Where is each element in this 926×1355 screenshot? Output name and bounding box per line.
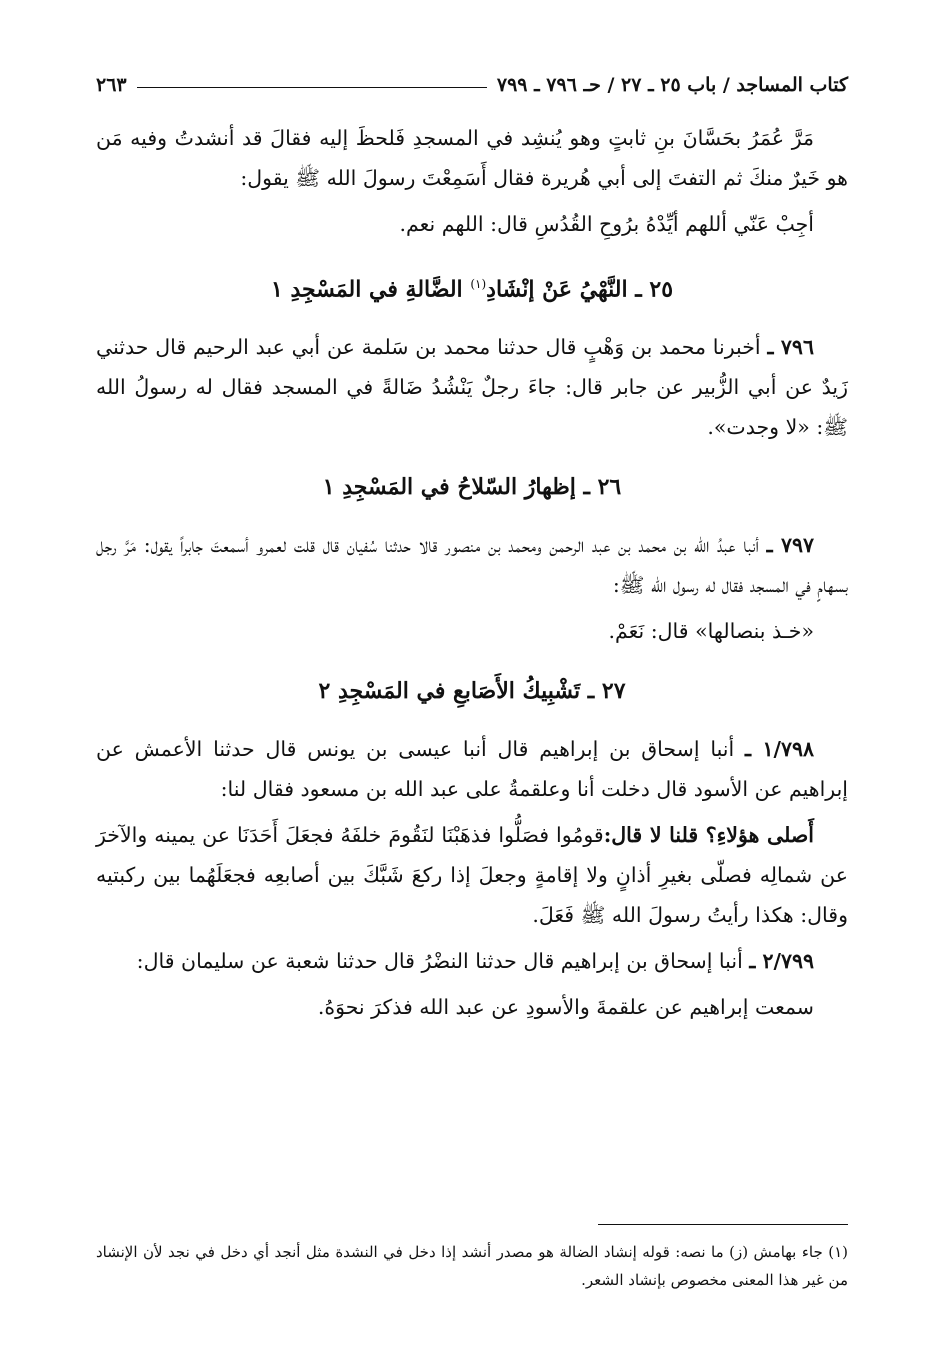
chapter-heading-25-text: ٢٥ ـ النَّهْيُ عَنْ إنْشَادِ (486, 276, 674, 303)
hadith-797-quote: «خـذ بنصالها» قال: نَعَمْ. (608, 619, 814, 644)
page-body (96, 118, 848, 1027)
footnotes (96, 1238, 848, 1294)
page-number: ٢٦٣ (96, 74, 127, 96)
hadith-798 (96, 729, 848, 809)
footnote-ref: (١) (470, 277, 487, 291)
hadith-quote-lead: أَصلى هؤلاءِ؟ قلنا لا قال: (603, 823, 814, 848)
hadith-quote-text: قومُوا فصَلُّوا فذهَبْنَا لنَقُومَ خلفَهُ فجعَلَ أَحَدَنَا عن يمينه والآخرَ عن شمالِه فصلّى بغيرِ أذانٍ ولا إقامةٍ وجعلَ إذا ركعَ شَبَّكَ بين أصابعِه فجعَلَهُما بين ركبتيه وقال: هكذا رأيتُ رسولَ الله ﷺ فَعَلَ. (96, 823, 848, 928)
hadith-text: أخبرنا محمد بن وَهْبٍ قال حدثنا محمد بن سَلمة عن أبي عبد الرحيم قال حدثني زَيدٌ عن أبي الزُّبير عن جابر قال: جاءَ رجلٌ يَنْشُدُ ضَالةً في المسجد فقال له رسولُ الله ﷺ: «لا وجدت». (96, 335, 848, 440)
hadith-796 (96, 327, 848, 447)
chapter-heading-27: ٢٧ ـ تَشْبِيكُ الأَصَابعِ في المَسْجِدِ ٢ (318, 678, 626, 705)
header-rule (137, 87, 487, 88)
running-header (96, 60, 848, 96)
hadith-number: ٧٩٦ ـ (767, 335, 814, 360)
header-title: كتاب المساجد / باب ٢٥ ـ ٢٧ / حـ ٧٩٦ ـ ٧٩٩ (496, 74, 848, 96)
footnote-1 (96, 1238, 848, 1294)
hadith-799 (96, 941, 848, 981)
hadith-number: ٧٩٧ ـ (766, 533, 814, 558)
footnote-number: (١) (828, 1243, 848, 1261)
hadith-text: أنبا عبدُ الله بن محمد بن عبد الرحمن ومحمد بن منصور قالا حدثنا سُفيان قال قلت لعمرو أسمعتَ جابراً يقول: مَرَّ رجل بسهامٍ في المسجد فقال له رسول الله ﷺ: (96, 533, 848, 598)
hadith-797 (96, 525, 848, 605)
chapter-heading-25-rest: الضَّالةِ في المَسْجِدِ ١ (270, 276, 463, 303)
footnote-separator (598, 1224, 848, 1225)
footnote-text: جاء بهامش (ز) ما نصه: قوله إنشاد الضالة هو مصدر أنشد إذا دخل في النشدة مثل أنجد أي دخل في نجد لأن الإنشاد من غير هذا المعنى مخصوص بإنشاد الشعر. (96, 1243, 848, 1289)
hadith-number: ٢/٧٩٩ ـ (749, 949, 814, 974)
intro-paragraph: مَرَّ عُمَرُ بحَسَّانَ بنِ ثابتٍ وهو يُنشِد في المسجدِ فَلحظَ إليه فقالَ قد أنشدتُ وفيه مَن هو خَيرٌ منكَ ثم التفتَ إلى أبي هُريرة فقال أَسَمِعْتَ رسولَ الله ﷺ يقول: (96, 126, 848, 190)
hadith-text: أنبا إسحاق بن إبراهيم قال أنبا عيسى بن يونس قال حدثنا الأعمش عن إبراهيم عن الأسود قال دخلت أنا وعلقمةُ على عبد الله بن مسعود فقال لنا: (96, 737, 848, 802)
hadith-798-quote (96, 815, 848, 935)
chapter-heading-26: ٢٦ ـ إظهارُ السّلاحُ في المَسْجِدِ ١ (322, 474, 622, 501)
hadith-number: ١/٧٩٨ ـ (745, 737, 814, 762)
chapter-heading-25 (96, 264, 848, 309)
hadith-799-quote: سمعت إبراهيم عن علقمةَ والأسودِ عن عبد الله فذكرَ نحوَهُ. (317, 995, 814, 1020)
hadith-text: أنبا إسحاق بن إبراهيم قال حدثنا النضْرُ قال حدثنا شعبة عن سليمان قال: (136, 949, 743, 974)
intro-quote: أجِبْ عَنّي أللهم أيِّدْهُ برُوحِ القُدُسِ قال: اللهم نعم. (399, 212, 814, 236)
